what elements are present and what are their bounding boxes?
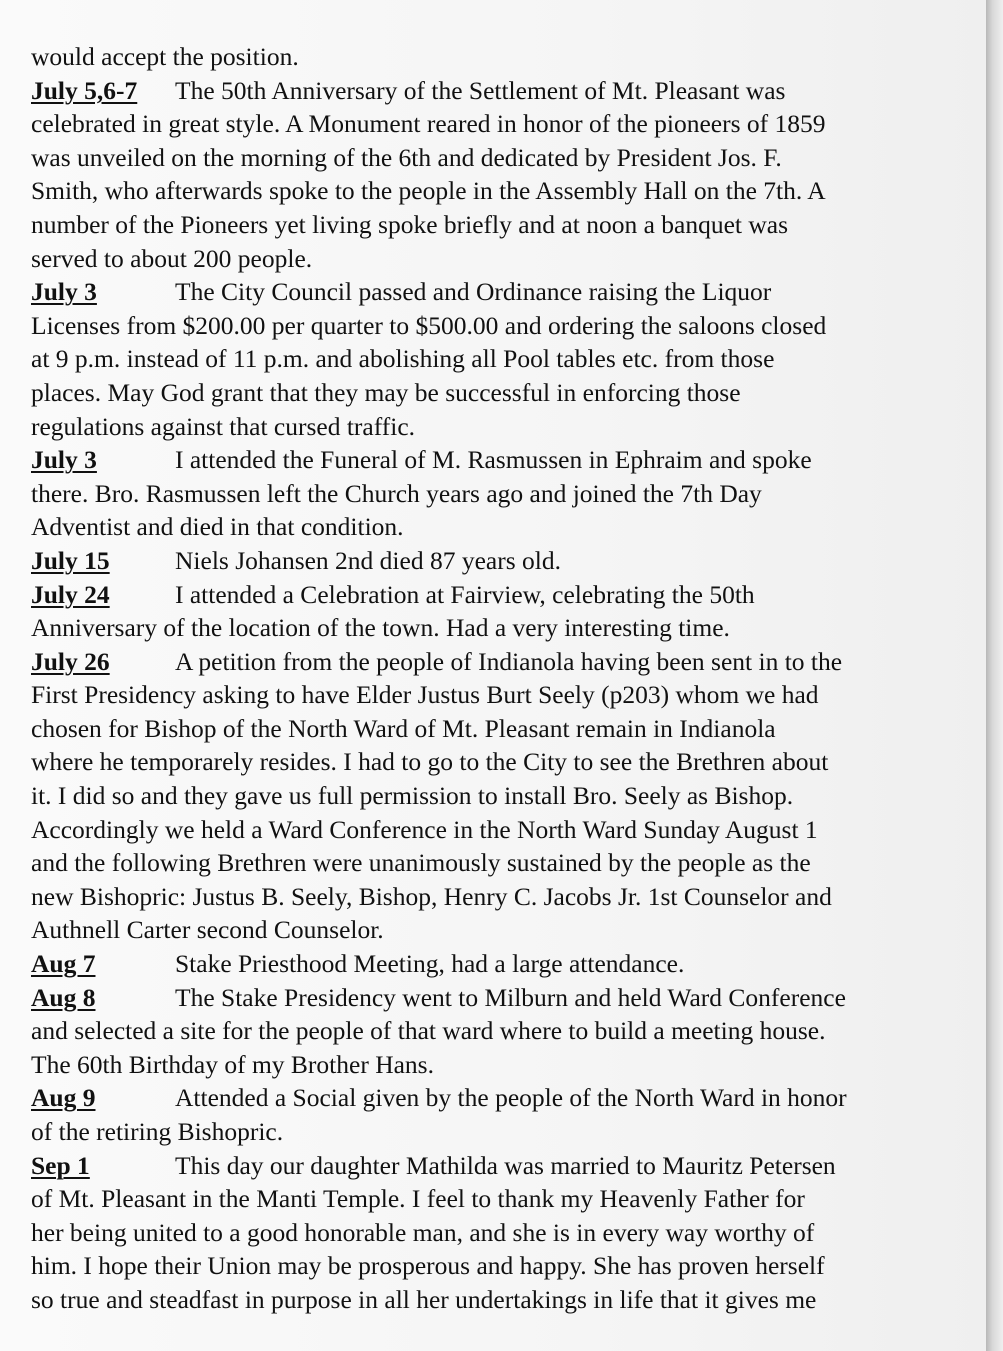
entry-line: July 15 Niels Johansen 2nd died 87 years old. [31, 544, 986, 578]
page-edge-shadow [986, 0, 1003, 1351]
text-line: where he temporarely resides. I had to go to the City to see the Brethren about [31, 747, 829, 777]
text-line: celebrated in great style. A Monument reared in honor of the pioneers of 1859 [31, 109, 826, 139]
entry-date: July 26 [31, 646, 110, 676]
entry-line: Aug 8 The Stake Presidency went to Milburn and held Ward Conference [31, 981, 986, 1015]
entry-date: Aug 8 [31, 982, 96, 1012]
text-line: would accept the position. [31, 42, 299, 71]
entry-line: July 5,6-7 The 50th Anniversary of the Settlement of Mt. Pleasant was [31, 74, 986, 108]
text-line: regulations against that cursed traffic. [31, 411, 416, 441]
entry-date: July 3 [31, 445, 97, 475]
text-line: served to about 200 people. [31, 243, 313, 273]
entry-date: July 3 [31, 277, 97, 307]
entry-line: July 3 I attended the Funeral of M. Rasmussen in Ephraim and spoke [31, 443, 986, 477]
entry-line: July 24 I attended a Celebration at Fairview, celebrating the 50th [31, 578, 986, 612]
text-line: The 60th Birthday of my Brother Hans. [31, 1049, 434, 1079]
entry-date: Aug 7 [31, 949, 96, 979]
text-line: number of the Pioneers yet living spoke briefly and at noon a banquet was [31, 209, 789, 239]
text-line: Adventist and died in that condition. [31, 512, 404, 542]
text-line: Anniversary of the location of the town. Had a very interesting time. [31, 613, 730, 643]
entry-date: July 5,6-7 [31, 75, 138, 105]
text-line: Authnell Carter second Counselor. [31, 915, 384, 945]
entry-date: Aug 9 [31, 1083, 96, 1113]
entry-line: Sep 1 This day our daughter Mathilda was married to Mauritz Petersen [31, 1149, 986, 1183]
text-line: Smith, who afterwards spoke to the people in the Assembly Hall on the 7th. A [31, 176, 826, 206]
text-line: Accordingly we held a Ward Conference in the North Ward Sunday August 1 [31, 814, 818, 844]
entry-line: July 26 A petition from the people of Indianola having been sent in to the [31, 645, 986, 679]
entry-line: Aug 7 Stake Priesthood Meeting, had a large attendance. [31, 947, 986, 981]
text-line: was unveiled on the morning of the 6th and dedicated by President Jos. F. [31, 142, 782, 172]
text-line: it. I did so and they gave us full permission to install Bro. Seely as Bishop. [31, 781, 794, 811]
entry-line: July 3 The City Council passed and Ordinance raising the Liquor [31, 275, 986, 309]
entry-line: Aug 9 Attended a Social given by the people of the North Ward in honor [31, 1081, 986, 1115]
text-line: and the following Brethren were unanimously sustained by the people as the [31, 848, 811, 878]
entry-date: July 24 [31, 579, 110, 609]
text-line: at 9 p.m. instead of 11 p.m. and abolishing all Pool tables etc. from those [31, 344, 775, 374]
entry-date: July 15 [31, 545, 110, 575]
text-line: and selected a site for the people of that ward where to build a meeting house. [31, 1016, 826, 1046]
text-line: of the retiring Bishopric. [31, 1117, 284, 1146]
text-line: there. Bro. Rasmussen left the Church years ago and joined the 7th Day [31, 478, 762, 508]
text-line: places. May God grant that they may be successful in enforcing those [31, 377, 741, 407]
text-line: of Mt. Pleasant in the Manti Temple. I feel to thank my Heavenly Father for [31, 1184, 805, 1214]
entry-date: Sep 1 [31, 1150, 90, 1180]
text-line: new Bishopric: Justus B. Seely, Bishop, Henry C. Jacobs Jr. 1st Counselor and [31, 881, 832, 911]
text-line: Licenses from $200.00 per quarter to $500.00 and ordering the saloons closed [31, 310, 827, 340]
text-line: First Presidency asking to have Elder Justus Burt Seely (p203) whom we had [31, 680, 819, 710]
text-line: chosen for Bishop of the North Ward of Mt. Pleasant remain in Indianola [31, 713, 776, 743]
text-line: him. I hope their Union may be prosperous and happy. She has proven herself [31, 1251, 825, 1281]
text-line: so true and steadfast in purpose in all her undertakings in life that it gives me [31, 1284, 817, 1314]
text-line: her being united to a good honorable man, and she is in every way worthy of [31, 1217, 815, 1247]
journal-text [31, 40, 986, 1317]
